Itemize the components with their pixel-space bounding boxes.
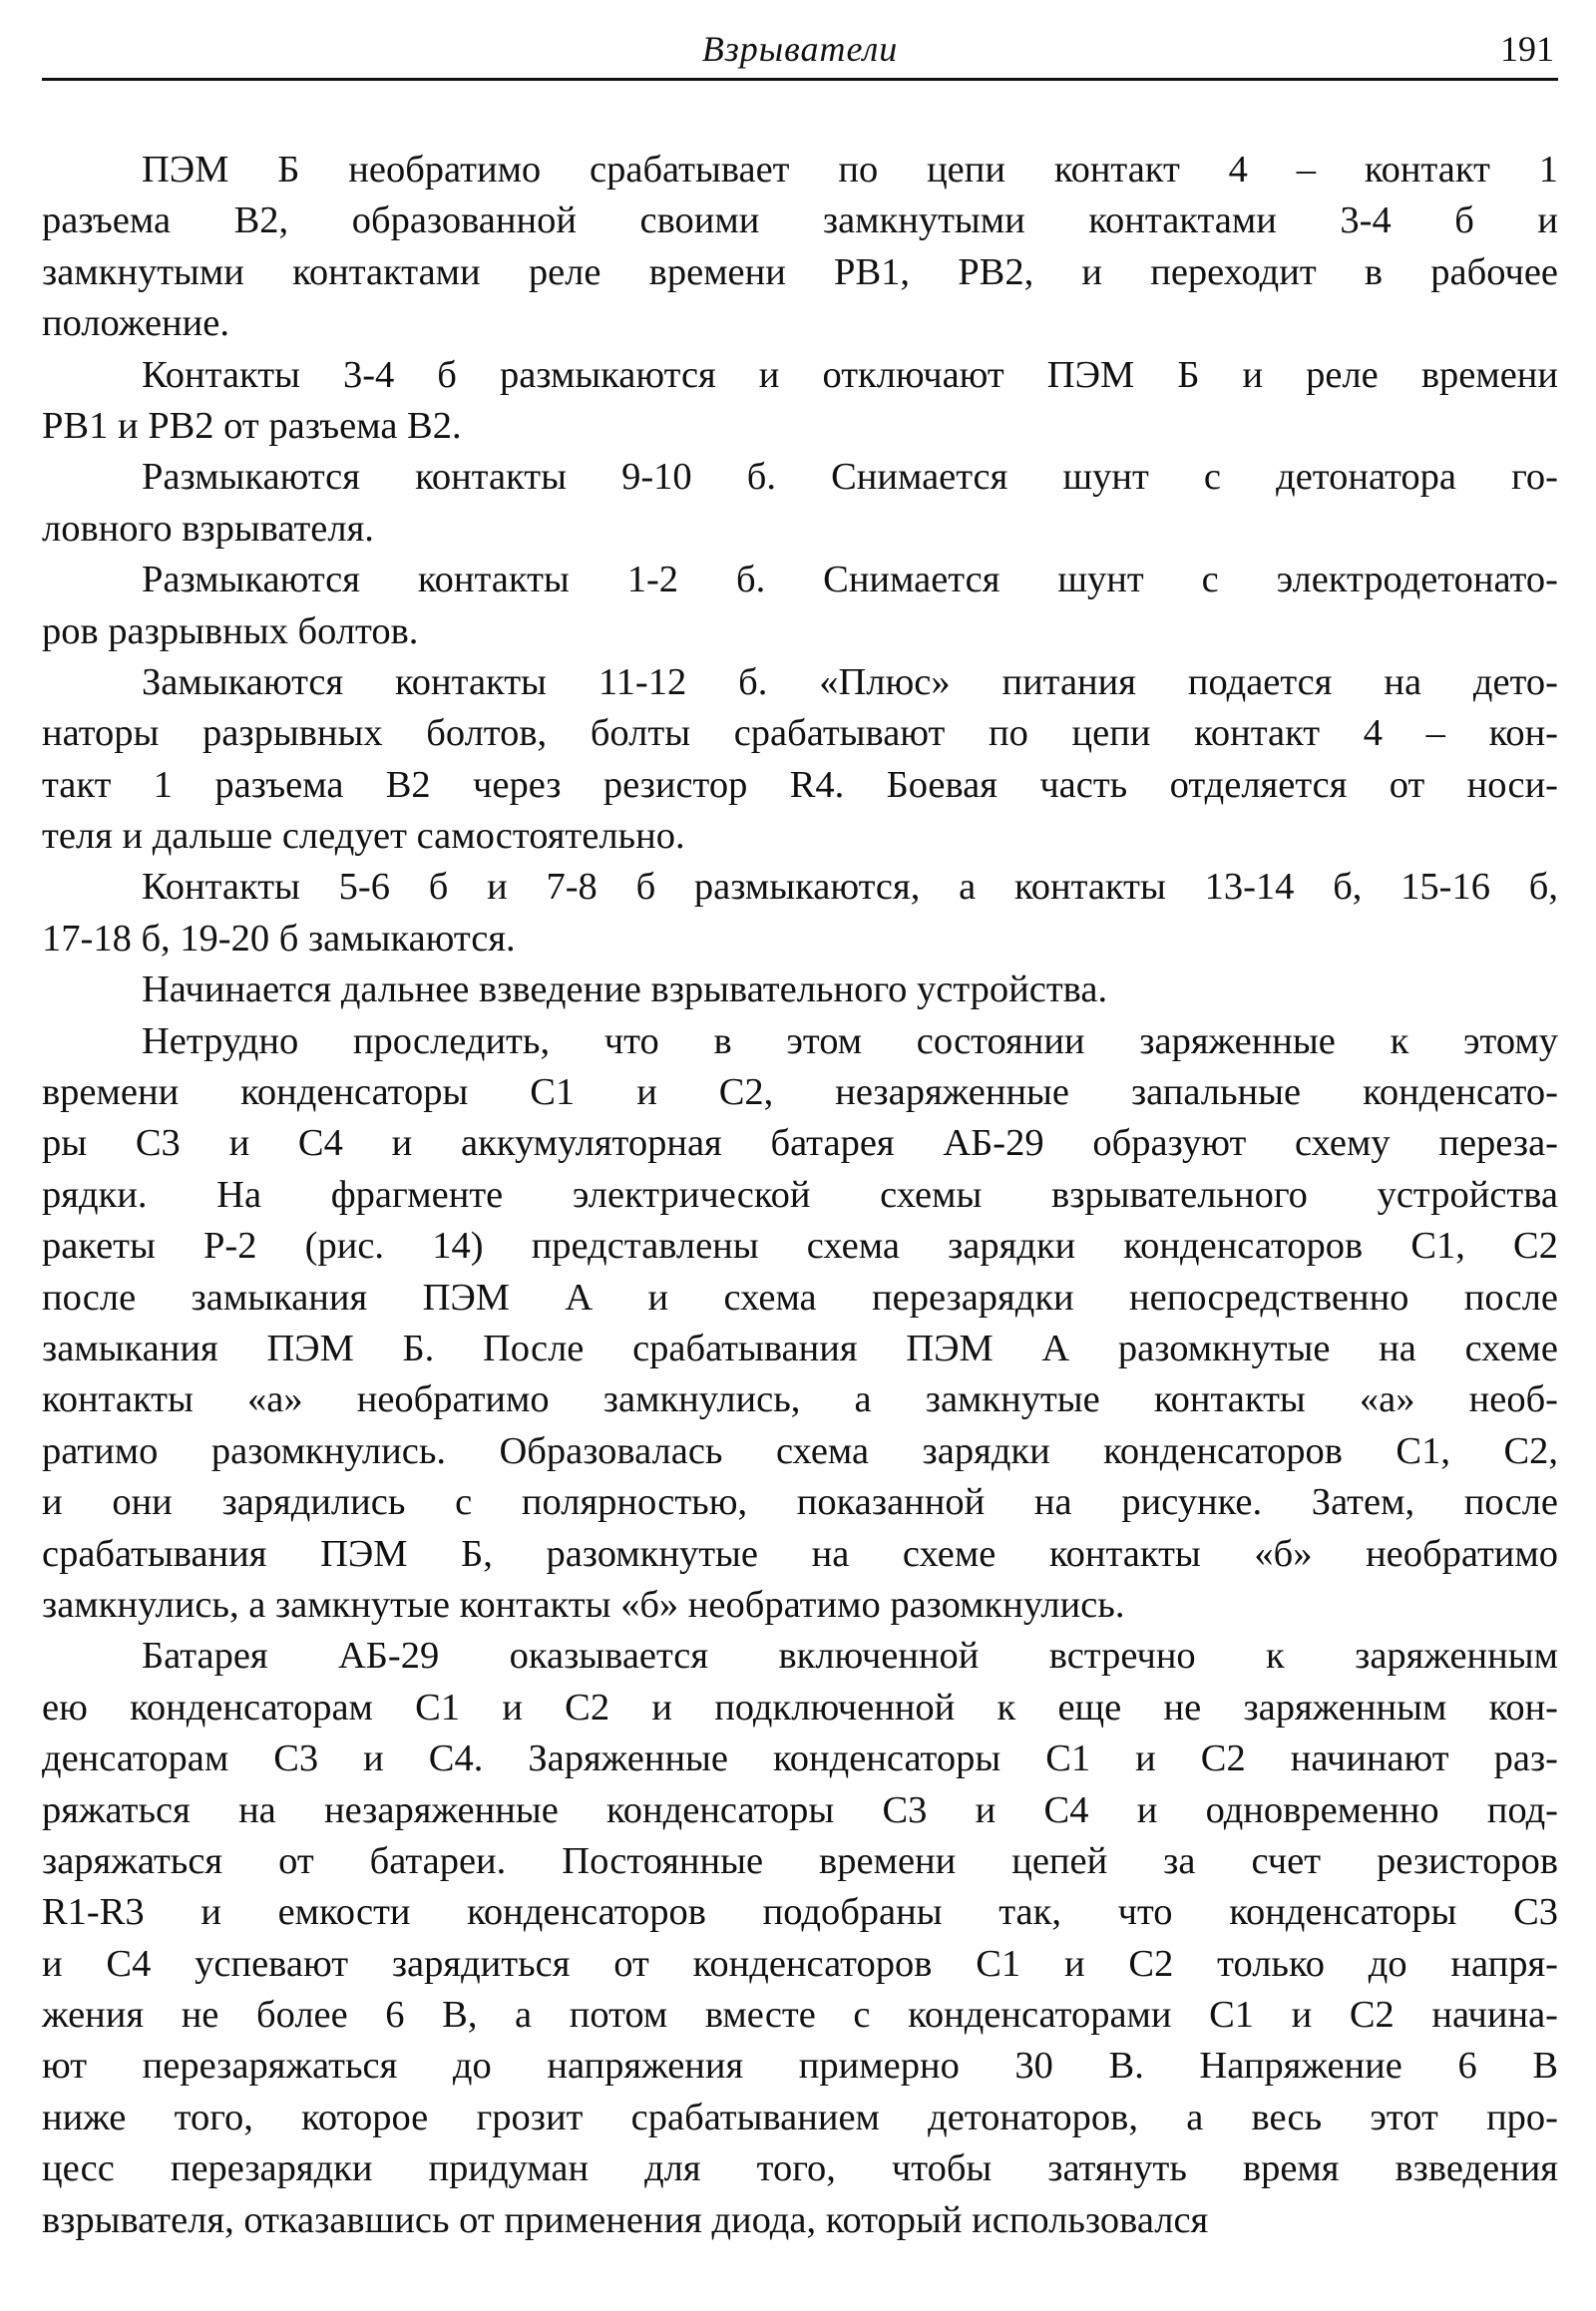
text-line: взрывателя, отказавшись от применения диода, который использовался [42,2198,1209,2241]
text-line: рядки. На фрагменте электрической схемы взрывательного устройства [42,1173,1558,1216]
paragraph [42,555,1558,657]
book-page [42,20,1558,2294]
text-line: контакты «а» необратимо замкнулись, а замкнутые контакты «а» необ- [42,1378,1558,1421]
page-number: 191 [1500,29,1554,69]
text-line: Контакты 5-6 б и 7-8 б размыкаются, а контакты 13-14 б, 15-16 б, [142,866,1558,909]
text-line: R1-R3 и емкости конденсаторов подобраны так, что конденсаторы С3 [42,1891,1558,1934]
text-line: ловного взрывателя. [42,507,374,550]
text-line: и они зарядились с полярностью, показанной на рисунке. Затем, после [42,1481,1558,1524]
text-line: ниже того, которое грозит срабатыванием детонаторов, а весь этот про- [42,2096,1558,2138]
text-line: жения не более 6 В, а потом вместе с конденсаторами С1 и С2 начина- [42,1994,1558,2037]
text-line: ракеты Р-2 (рис. 14) представлены схема зарядки конденсаторов С1, С2 [42,1225,1558,1268]
paragraph [42,657,1558,863]
text-line: теля и дальше следует самостоятельно. [42,815,685,858]
text-line: цесс перезарядки придуман для того, чтобы затянуть время взведения [42,2147,1558,2190]
text-line: наторы разрывных болтов, болты срабатывают по цепи контакт 4 – кон- [42,712,1558,755]
text-line: денсаторам С3 и С4. Заряженные конденсаторы С1 и С2 начинают раз- [42,1737,1558,1780]
text-line: заряжаться от батареи. Постоянные времени цепей за счет резисторов [42,1839,1558,1882]
text-line: Размыкаются контакты 1-2 б. Снимается шунт с электродетонато- [142,559,1558,601]
text-line: ратимо разомкнулись. Образовалась схема зарядки конденсаторов С1, С2, [42,1429,1558,1472]
text-line: Батарея АБ-29 оказывается включенной встречно к заряженным [142,1635,1558,1678]
text-line: ею конденсаторам С1 и С2 и подключенной к еще не заряженным кон- [42,1686,1558,1729]
text-line: ют перезаряжаться до напряжения примерно 30 В. Напряжение 6 В [42,2045,1558,2088]
text-line: разъема В2, образованной своими замкнутыми контактами 3-4 б и [42,199,1558,242]
text-line: Размыкаются контакты 9-10 б. Снимается шунт с детонатора го- [142,456,1558,499]
text-line: срабатывания ПЭМ Б, разомкнутые на схеме контакты «б» необратимо [42,1532,1558,1575]
paragraph [42,350,1558,453]
text-line: времени конденсаторы С1 и С2, незаряженные запальные конденсато- [42,1071,1558,1114]
text-line: Нетрудно проследить, что в этом состоянии заряженные к этому [142,1019,1558,1062]
paragraph [42,1631,1558,2246]
text-line: 17-18 б, 19-20 б замыкаются. [42,917,516,960]
text-line: Начинается дальнее взведение взрывательного устройства. [142,968,1108,1011]
text-line: ряжаться на незаряженные конденсаторы С3 и С4 и одновременно под- [42,1788,1558,1831]
text-line: замкнулись, а замкнутые контакты «б» необратимо разомкнулись. [42,1583,1125,1626]
text-line: ров разрывных болтов. [42,609,419,652]
paragraph [42,1016,1558,1632]
text-line: замкнутыми контактами реле времени РВ1, РВ2, и переходит в рабочее [42,250,1558,293]
text-line: ры С3 и С4 и аккумуляторная батарея АБ-29 образуют схему переза- [42,1122,1558,1165]
text-line: Контакты 3-4 б размыкаются и отключают ПЭМ Б и реле времени [142,353,1558,396]
text-line: такт 1 разъема В2 через резистор R4. Боевая часть отделяется от носи- [42,763,1558,806]
paragraph [42,145,1558,350]
body-text [42,145,1558,2246]
text-line: ПЭМ Б необратимо срабатывает по цепи контакт 4 – контакт 1 [142,149,1558,191]
paragraph [42,964,1558,1015]
text-line: положение. [42,302,229,345]
text-line: РВ1 и РВ2 от разъема В2. [42,404,462,447]
paragraph [42,862,1558,964]
text-line: Замыкаются контакты 11-12 б. «Плюс» питания подается на дето- [142,660,1558,703]
text-line: и С4 успевают зарядиться от конденсаторов С1 и С2 только до напря- [42,1942,1558,1985]
text-line: после замыкания ПЭМ А и схема перезарядки непосредственно после [42,1276,1558,1319]
paragraph [42,452,1558,555]
text-line: замыкания ПЭМ Б. После срабатывания ПЭМ А разомкнутые на схеме [42,1327,1558,1369]
running-header [42,20,1558,81]
running-title: Взрыватели [701,29,899,69]
